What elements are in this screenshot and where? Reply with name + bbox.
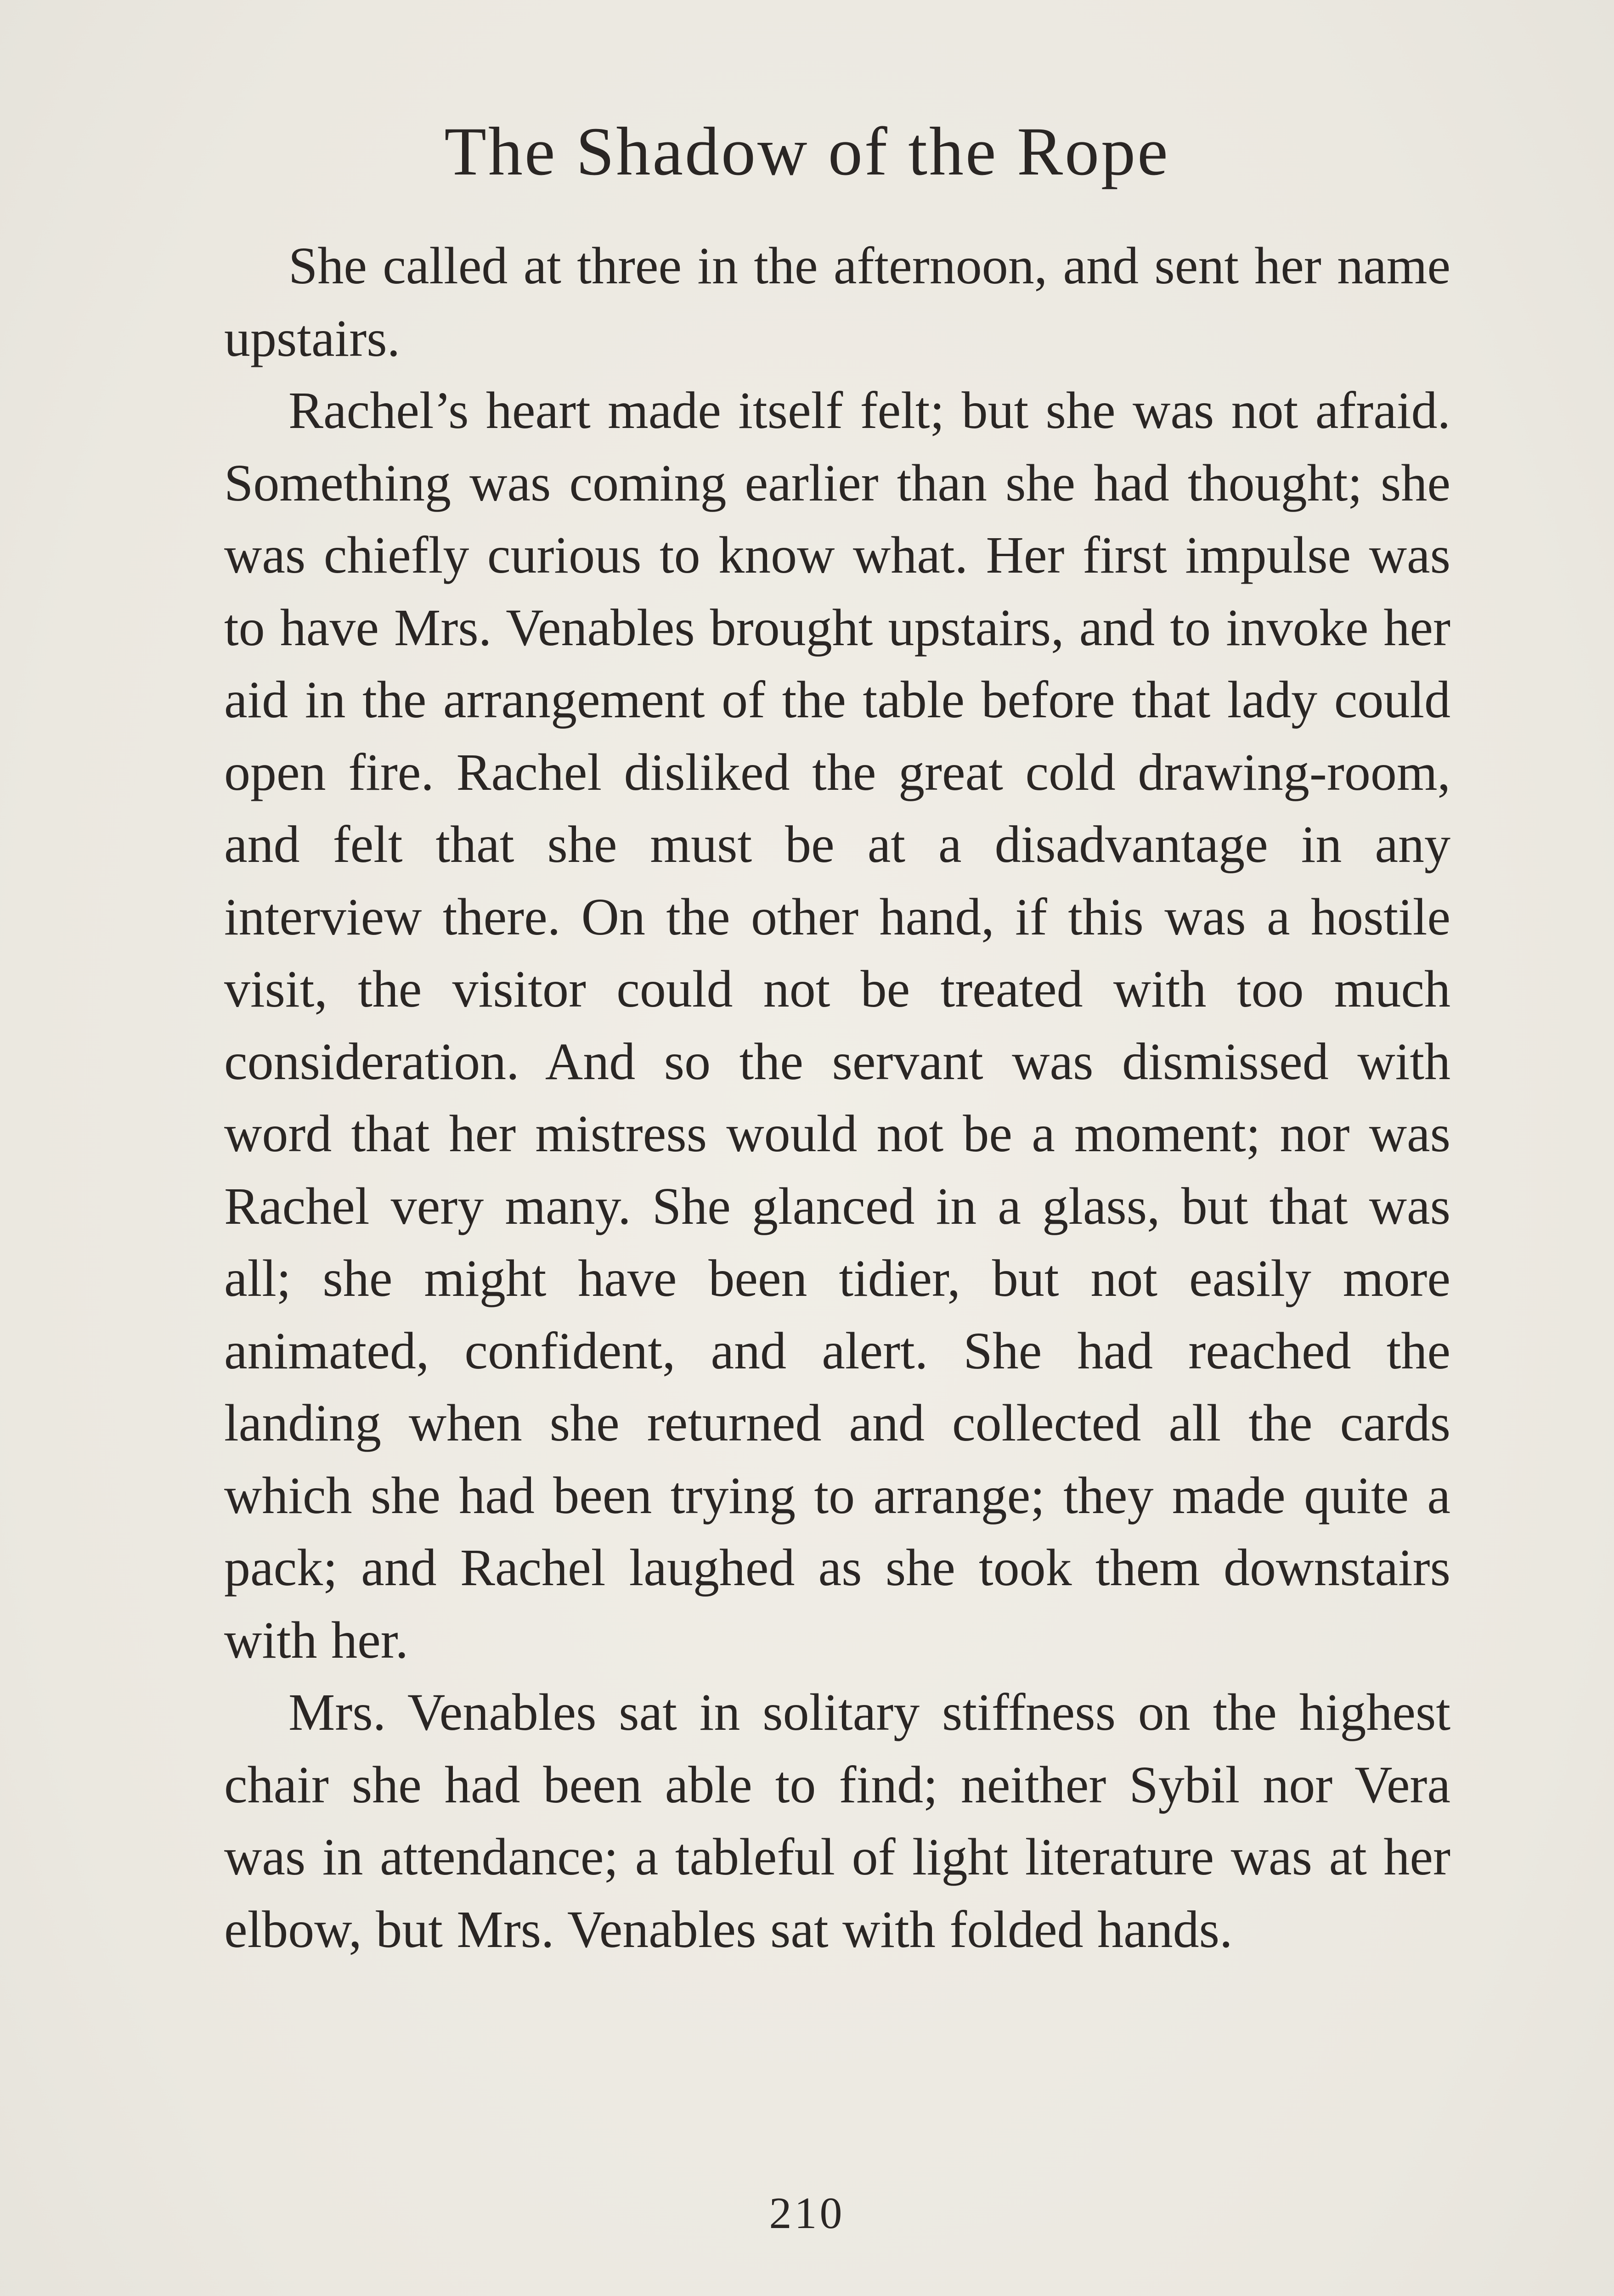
paragraph-2: Rachel’s heart made itself felt; but she was not afraid. Something was coming earlier than she had thought; she was chiefly curious to know what. Her first impulse was to have Mrs. Venables brought upstairs, and to invoke her aid in the arrangement of the table before that lady could open fire. Rachel disliked the great cold drawing-room, and felt that she must be at a disadvantage in any interview there. On the other hand, if this was a hostile visit, the visitor could not be treated with too much consideration. And so the servant was dismissed with word that her mistress would not be a moment; nor was Rachel very many. She glanced in a glass, but that was all; she might have been tidier, but not easily more animated, confident, and alert. She had reached the landing when she returned and collected all the cards which she had been trying to arrange; they made quite a pack; and Rachel laughed as she took them downstairs with her. (224, 381, 1450, 1669)
body-text (224, 230, 1450, 1965)
paragraph-1: She called at three in the afternoon, and sent her name upstairs. (224, 236, 1450, 367)
running-head: The Shadow of the Rope (444, 113, 1170, 190)
page-number: 210 (769, 2189, 845, 2238)
paragraph-3: Mrs. Venables sat in solitary stiffness on the highest chair she had been able to find; neither Sybil nor Vera was in attendance; a tableful of light literature was at her elbow, but Mrs. Venables sat with folded hands. (224, 1683, 1450, 1958)
